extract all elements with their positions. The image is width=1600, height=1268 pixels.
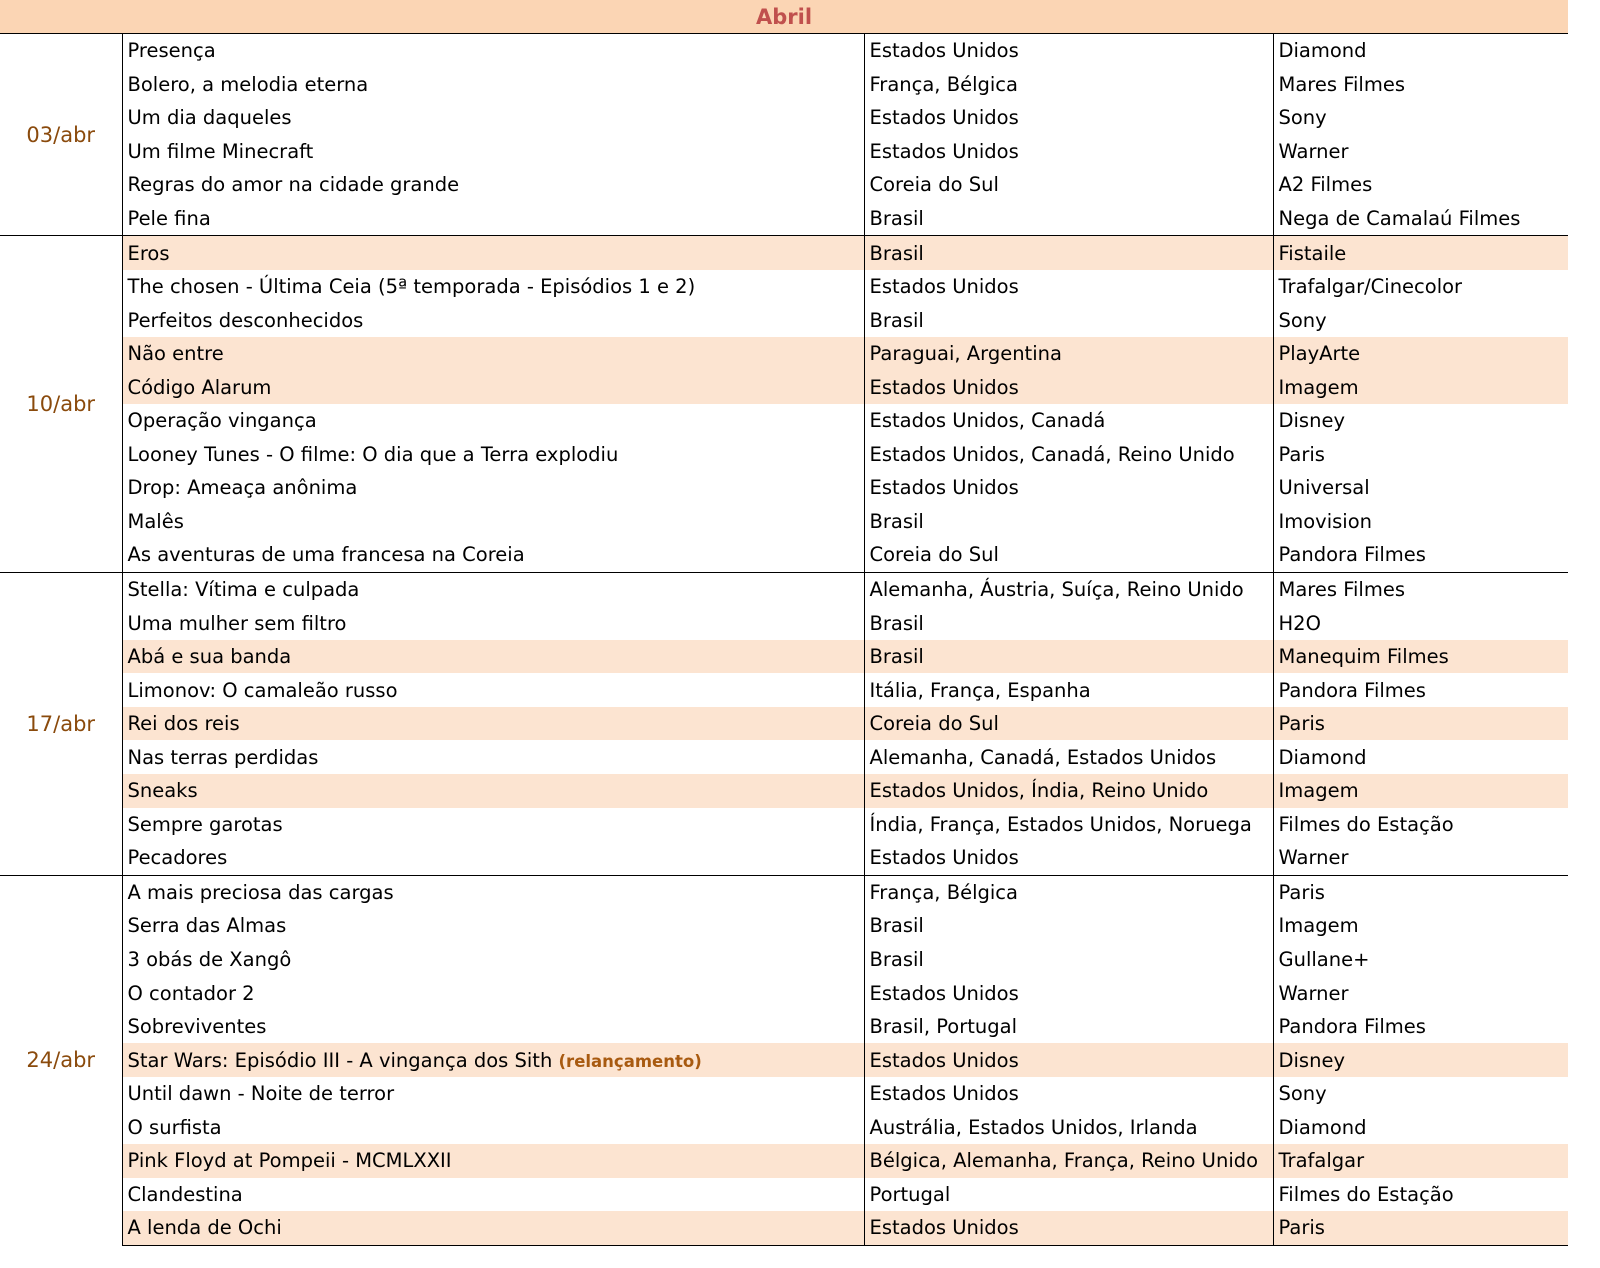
film-title-cell bbox=[122, 1144, 864, 1178]
film-distributor: Imagem bbox=[1273, 370, 1568, 404]
table-row bbox=[0, 740, 1568, 774]
table-row bbox=[0, 202, 1568, 236]
table-row bbox=[0, 808, 1568, 842]
film-distributor: Pandora Filmes bbox=[1278, 678, 1426, 702]
film-distributor: Nega de Camalaú Filmes bbox=[1273, 202, 1568, 236]
film-title: Pele fina bbox=[127, 207, 211, 230]
table-row bbox=[0, 841, 1568, 875]
film-distributor: Trafalgar/Cinecolor bbox=[1278, 275, 1463, 299]
film-country: Estados Unidos, Canadá bbox=[864, 404, 1273, 438]
film-title: A mais preciosa das cargas bbox=[127, 880, 394, 904]
table-row bbox=[0, 337, 1568, 371]
film-distributor: Trafalgar bbox=[1273, 1144, 1568, 1178]
film-title: Drop: Ameaça anônima bbox=[127, 476, 358, 500]
film-distributor: Universal bbox=[1278, 476, 1370, 500]
film-title: O surfista bbox=[127, 1115, 222, 1139]
table-row bbox=[0, 370, 1568, 404]
film-distributor: Gullane+ bbox=[1278, 948, 1370, 972]
film-title-cell bbox=[122, 875, 864, 909]
film-country: Estados Unidos bbox=[864, 370, 1273, 404]
film-country: Coreia do Sul bbox=[864, 707, 1273, 741]
film-country: Estados Unidos bbox=[864, 841, 1273, 875]
film-title-cell bbox=[122, 640, 864, 674]
table-row bbox=[0, 438, 1568, 472]
film-distributor: Pandora Filmes bbox=[1273, 538, 1568, 572]
film-title: Until dawn - Noite de terror bbox=[127, 1082, 395, 1106]
film-country: Brasil bbox=[864, 909, 1273, 943]
film-title-cell bbox=[122, 673, 864, 707]
film-title: Looney Tunes - O filme: O dia que a Terra explodiu bbox=[127, 442, 619, 466]
film-title-cell bbox=[122, 337, 864, 371]
month-title: Abril bbox=[0, 0, 1568, 34]
film-country: Estados Unidos bbox=[864, 1211, 1273, 1245]
table-row bbox=[0, 1043, 1568, 1077]
film-title: The chosen - Última Ceia (5ª temporada - Episódios 1 e 2) bbox=[127, 275, 696, 299]
film-title-cell bbox=[122, 404, 864, 438]
film-country: Alemanha, Canadá, Estados Unidos bbox=[864, 740, 1273, 774]
table-row bbox=[0, 673, 1568, 707]
film-title: Sneaks bbox=[127, 779, 198, 803]
film-distributor: Warner bbox=[1273, 841, 1568, 875]
film-title: A lenda de Ochi bbox=[127, 1216, 282, 1240]
table-row bbox=[0, 976, 1568, 1010]
film-title: Stella: Vítima e culpada bbox=[127, 578, 360, 602]
film-country: França, Bélgica bbox=[864, 68, 1273, 102]
film-distributor: H2O bbox=[1278, 611, 1321, 635]
film-title: Não entre bbox=[127, 342, 224, 366]
table-row bbox=[0, 404, 1568, 438]
film-title-cell bbox=[122, 1077, 864, 1111]
film-title: Malês bbox=[127, 509, 184, 533]
film-distributor: Diamond bbox=[1273, 34, 1568, 68]
film-title: O contador 2 bbox=[127, 981, 255, 1005]
film-title: Regras do amor na cidade grande bbox=[127, 173, 460, 197]
film-distributor: Fistaile bbox=[1273, 236, 1568, 270]
film-title: Presença bbox=[127, 39, 216, 63]
film-distributor: Pandora Filmes bbox=[1278, 1015, 1426, 1039]
film-country: Paraguai, Argentina bbox=[864, 337, 1273, 371]
film-title: Uma mulher sem filtro bbox=[127, 611, 347, 635]
film-distributor: PlayArte bbox=[1273, 337, 1568, 371]
film-title-cell bbox=[122, 236, 864, 270]
table-row bbox=[0, 505, 1568, 539]
film-title: Pecadores bbox=[127, 846, 228, 870]
film-country: Brasil, Portugal bbox=[864, 1010, 1273, 1044]
film-title-cell bbox=[122, 808, 864, 842]
film-country: Estados Unidos bbox=[864, 1077, 1273, 1111]
table-row bbox=[0, 303, 1568, 337]
film-title-cell bbox=[122, 202, 864, 236]
film-title: Sobreviventes bbox=[127, 1015, 267, 1039]
film-title: Perfeitos desconhecidos bbox=[127, 308, 364, 332]
table-row bbox=[0, 1010, 1568, 1044]
film-country: Austrália, Estados Unidos, Irlanda bbox=[864, 1111, 1273, 1145]
film-distributor: Mares Filmes bbox=[1278, 72, 1406, 96]
film-country: Bélgica, Alemanha, França, Reino Unido bbox=[864, 1144, 1273, 1178]
film-country: Brasil bbox=[864, 236, 1273, 270]
film-country: França, Bélgica bbox=[864, 875, 1273, 909]
table-row bbox=[0, 1077, 1568, 1111]
film-title: Eros bbox=[127, 241, 170, 265]
table-row bbox=[0, 236, 1568, 270]
release-date: 03/abr bbox=[0, 34, 122, 236]
film-title: Clandestina bbox=[127, 1182, 243, 1206]
table-row bbox=[0, 1178, 1568, 1212]
film-title: Um filme Minecraft bbox=[127, 139, 314, 163]
film-distributor: Paris bbox=[1273, 707, 1568, 741]
film-country: Estados Unidos bbox=[864, 1043, 1273, 1077]
film-title: Rei dos reis bbox=[127, 712, 240, 736]
film-distributor: Paris bbox=[1273, 1211, 1568, 1245]
table-row bbox=[0, 1144, 1568, 1178]
film-distributor: Manequim Filmes bbox=[1273, 640, 1568, 674]
film-title-cell bbox=[122, 774, 864, 808]
table-row bbox=[0, 101, 1568, 135]
film-title: Um dia daqueles bbox=[127, 106, 292, 130]
film-title-cell bbox=[122, 68, 864, 102]
film-title: Abá e sua banda bbox=[127, 645, 292, 669]
film-country: Estados Unidos, Índia, Reino Unido bbox=[864, 774, 1273, 808]
film-title: 3 obás de Xangô bbox=[127, 948, 292, 972]
film-title-cell bbox=[122, 168, 864, 202]
film-country: Estados Unidos, Canadá, Reino Unido bbox=[864, 438, 1273, 472]
film-title-cell bbox=[122, 1111, 864, 1145]
table-row bbox=[0, 774, 1568, 808]
film-title-cell bbox=[122, 740, 864, 774]
release-date: 24/abr bbox=[0, 875, 122, 1245]
film-distributor: Mares Filmes bbox=[1273, 572, 1568, 606]
film-title-cell bbox=[122, 1010, 864, 1044]
table-row bbox=[0, 135, 1568, 169]
film-distributor: Warner bbox=[1278, 139, 1349, 163]
film-title: As aventuras de uma francesa na Coreia bbox=[127, 543, 525, 567]
film-distributor: Sony bbox=[1278, 106, 1327, 130]
film-distributor: Paris bbox=[1278, 442, 1325, 466]
film-distributor: Warner bbox=[1278, 981, 1349, 1005]
film-title-cell bbox=[122, 471, 864, 505]
film-title: Pink Floyd at Pompeii - MCMLXXII bbox=[127, 1149, 452, 1173]
film-title: Código Alarum bbox=[127, 375, 272, 399]
film-title: Bolero, a melodia eterna bbox=[127, 72, 369, 96]
film-distributor: Disney bbox=[1273, 1043, 1568, 1077]
film-title-cell bbox=[122, 270, 864, 304]
film-title-cell bbox=[122, 976, 864, 1010]
table-row bbox=[0, 572, 1568, 606]
film-title-cell bbox=[122, 909, 864, 943]
film-country: Índia, França, Estados Unidos, Noruega bbox=[864, 808, 1273, 842]
film-distributor: A2 Filmes bbox=[1278, 173, 1373, 197]
film-country: Estados Unidos bbox=[864, 101, 1273, 135]
film-title-cell bbox=[122, 135, 864, 169]
film-title-cell bbox=[122, 303, 864, 337]
film-country: Brasil bbox=[864, 606, 1273, 640]
film-country: Brasil bbox=[864, 202, 1273, 236]
film-distributor: Imagem bbox=[1278, 914, 1359, 938]
table-row bbox=[0, 34, 1568, 68]
film-country: Estados Unidos bbox=[864, 471, 1273, 505]
film-country: Estados Unidos bbox=[864, 976, 1273, 1010]
film-distributor: Diamond bbox=[1278, 1115, 1367, 1139]
film-country: Portugal bbox=[864, 1178, 1273, 1212]
table-row bbox=[0, 68, 1568, 102]
table-row bbox=[0, 270, 1568, 304]
film-country: Estados Unidos bbox=[864, 270, 1273, 304]
film-title: Nas terras perdidas bbox=[127, 745, 319, 769]
film-distributor: Diamond bbox=[1278, 745, 1367, 769]
table-row bbox=[0, 606, 1568, 640]
film-country: Brasil bbox=[864, 303, 1273, 337]
film-distributor: Imagem bbox=[1273, 774, 1568, 808]
film-title-cell bbox=[122, 707, 864, 741]
table-row bbox=[0, 538, 1568, 572]
film-title: Star Wars: Episódio III - A vingança dos Sith bbox=[127, 1048, 553, 1072]
film-country: Estados Unidos bbox=[864, 135, 1273, 169]
film-title: Serra das Almas bbox=[127, 914, 287, 938]
film-title-cell bbox=[122, 505, 864, 539]
film-title: Operação vingança bbox=[127, 409, 317, 433]
film-country: Itália, França, Espanha bbox=[864, 673, 1273, 707]
film-title-cell bbox=[122, 101, 864, 135]
release-date: 17/abr bbox=[0, 572, 122, 875]
film-title-cell bbox=[122, 370, 864, 404]
film-distributor: Sony bbox=[1278, 1082, 1327, 1106]
table-row bbox=[0, 707, 1568, 741]
table-row bbox=[0, 168, 1568, 202]
release-rows bbox=[0, 34, 1568, 1246]
film-country: Brasil bbox=[864, 640, 1273, 674]
film-distributor: Filmes do Estação bbox=[1278, 812, 1454, 836]
film-distributor: Filmes do Estação bbox=[1278, 1182, 1454, 1206]
film-country: Coreia do Sul bbox=[864, 538, 1273, 572]
film-title-cell bbox=[122, 572, 864, 606]
film-country: Brasil bbox=[864, 943, 1273, 977]
table-row bbox=[0, 1111, 1568, 1145]
release-date: 10/abr bbox=[0, 236, 122, 572]
film-title-cell bbox=[122, 943, 864, 977]
film-distributor: Imovision bbox=[1278, 509, 1373, 533]
film-distributor: Sony bbox=[1278, 308, 1327, 332]
table-row bbox=[0, 640, 1568, 674]
film-title-cell bbox=[122, 1211, 864, 1245]
table-row bbox=[0, 875, 1568, 909]
film-title-cell bbox=[122, 1043, 864, 1077]
film-title-cell bbox=[122, 841, 864, 875]
table-row bbox=[0, 471, 1568, 505]
table-row bbox=[0, 943, 1568, 977]
film-country: Estados Unidos bbox=[864, 34, 1273, 68]
film-title-cell bbox=[122, 606, 864, 640]
film-distributor: Paris bbox=[1273, 875, 1568, 909]
film-title-cell bbox=[122, 538, 864, 572]
film-title: Limonov: O camaleão russo bbox=[127, 678, 398, 702]
table-row bbox=[0, 1211, 1568, 1245]
film-country: Coreia do Sul bbox=[864, 168, 1273, 202]
film-title-cell bbox=[122, 1178, 864, 1212]
film-note: (relançamento) bbox=[558, 1051, 702, 1071]
film-distributor: Disney bbox=[1278, 409, 1345, 433]
film-country: Alemanha, Áustria, Suíça, Reino Unido bbox=[864, 572, 1273, 606]
month-header-row bbox=[0, 0, 1568, 34]
film-country: Brasil bbox=[864, 505, 1273, 539]
table-row bbox=[0, 909, 1568, 943]
film-title-cell bbox=[122, 438, 864, 472]
film-title-cell bbox=[122, 34, 864, 68]
film-title: Sempre garotas bbox=[127, 812, 283, 836]
